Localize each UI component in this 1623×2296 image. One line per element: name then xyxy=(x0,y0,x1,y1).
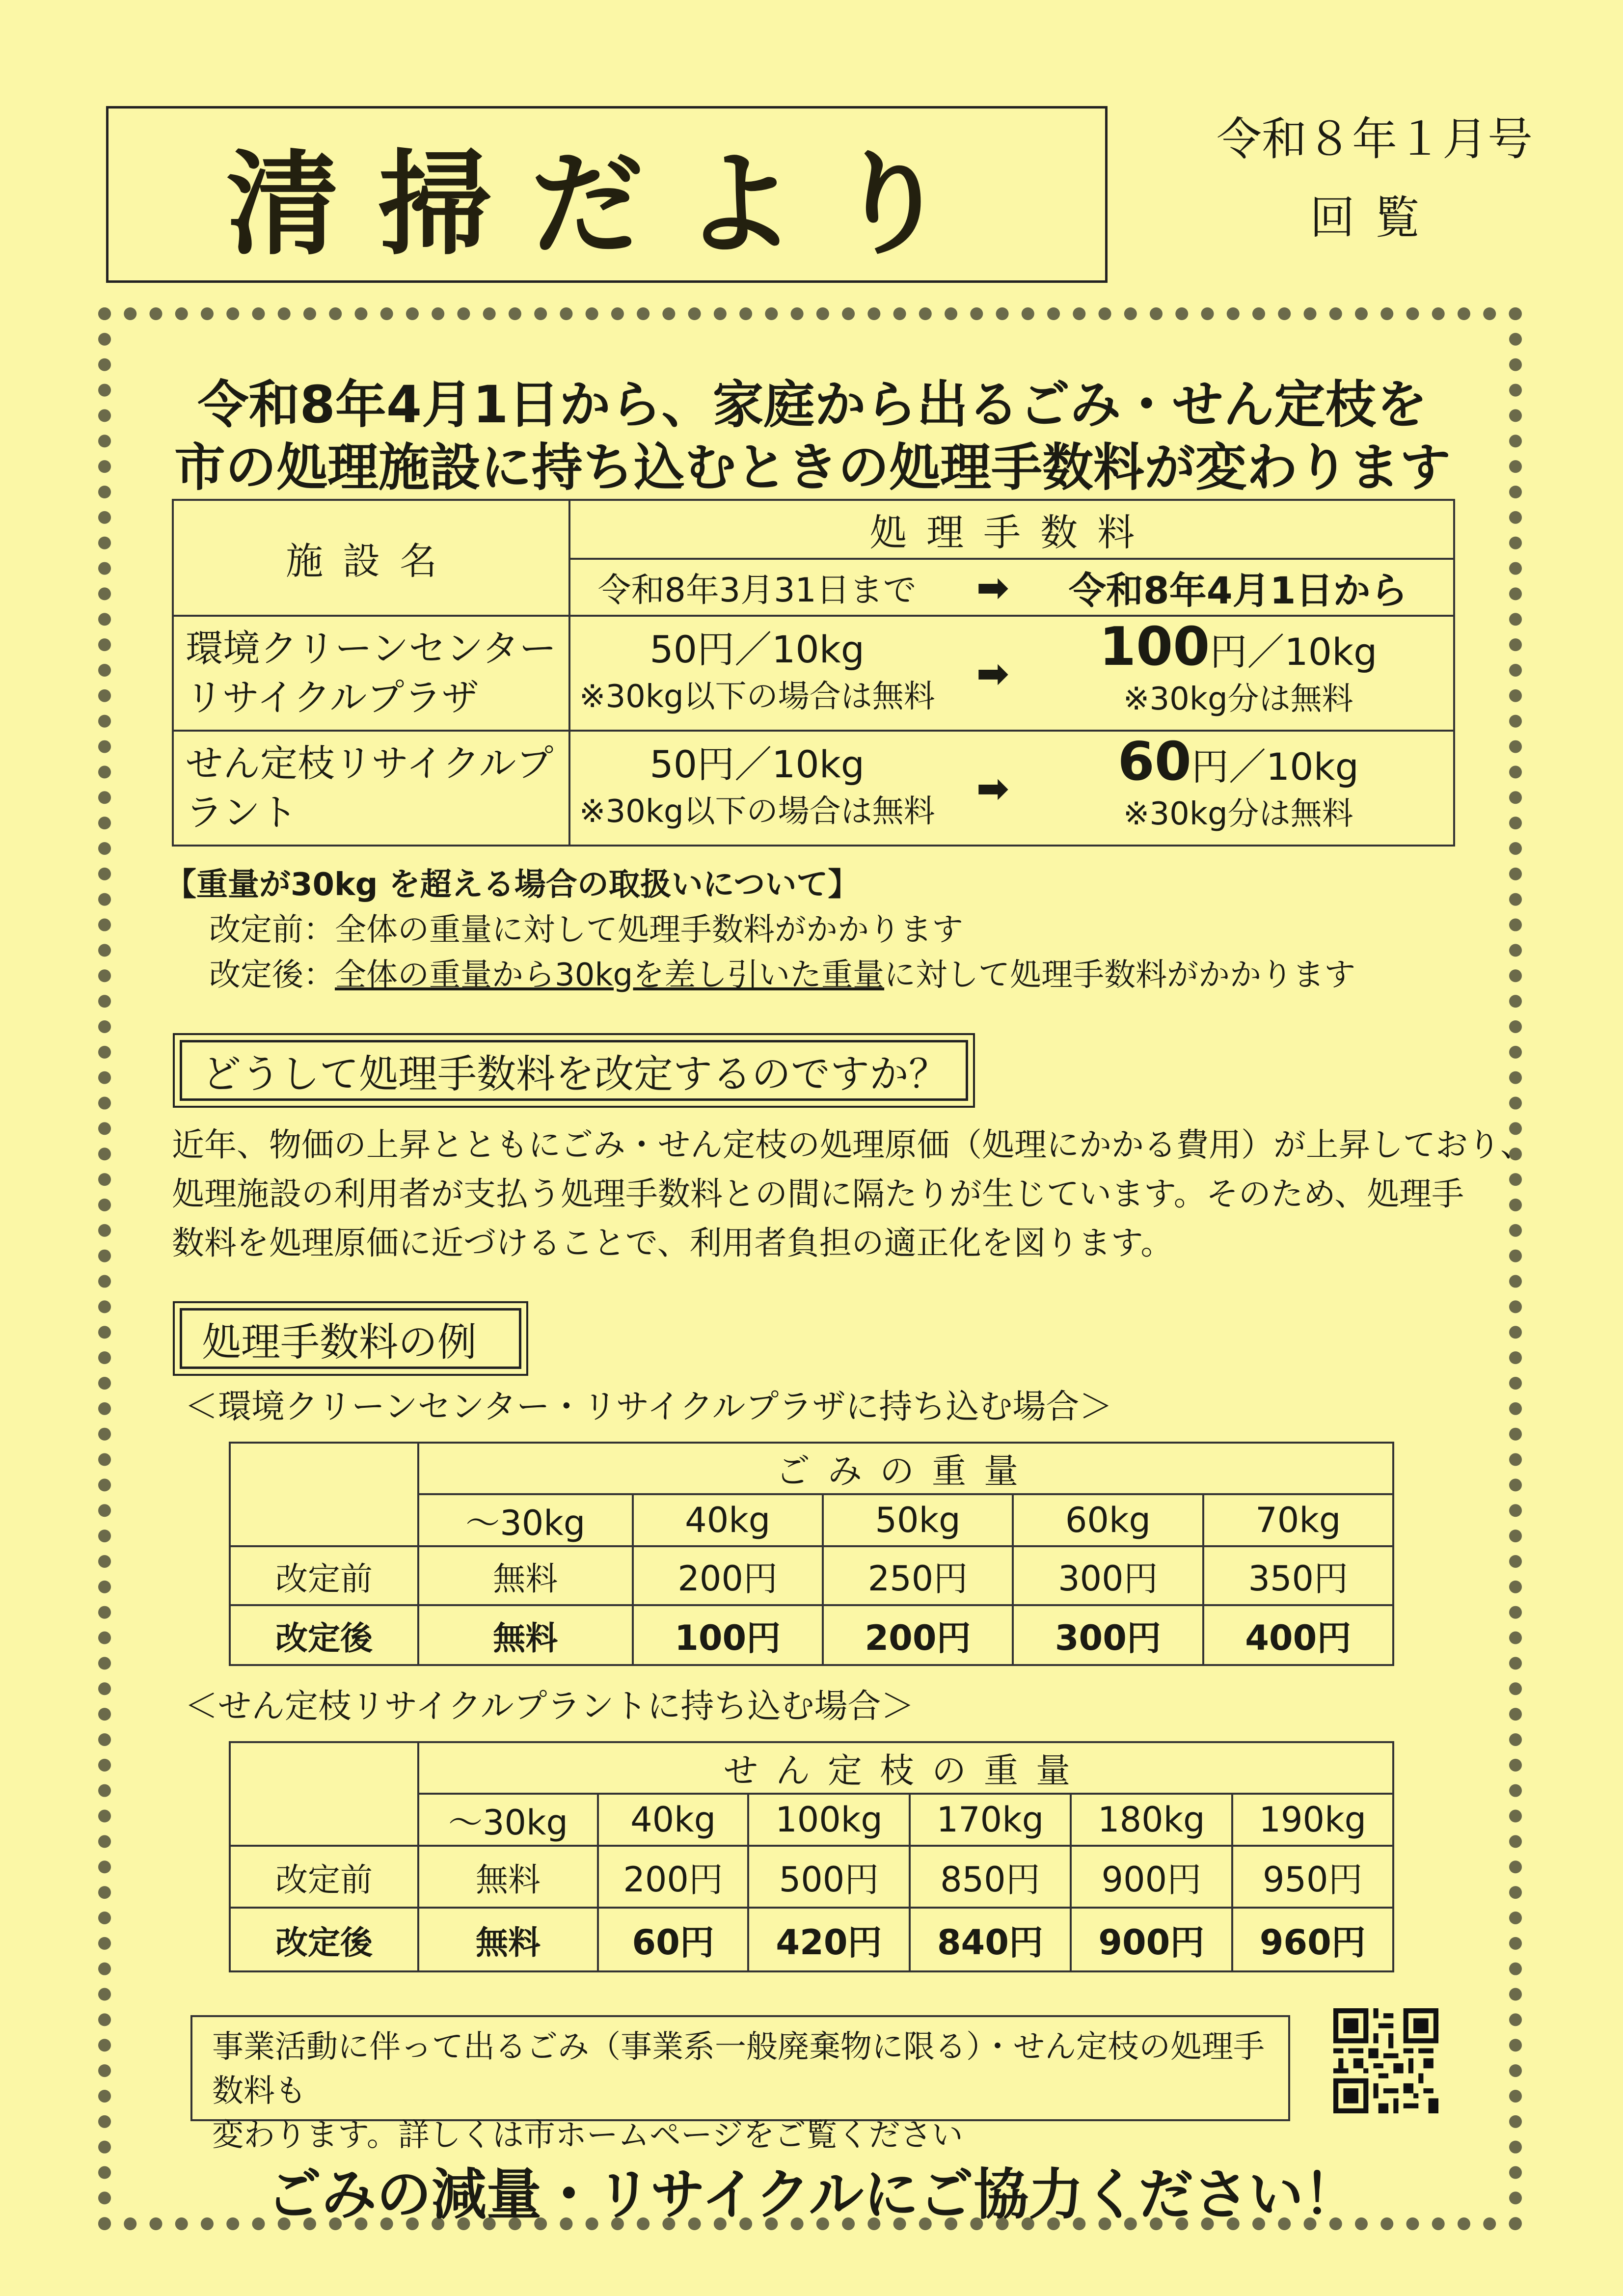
cell: 250円 xyxy=(823,1546,1013,1605)
before-fee: 50円／10kg xyxy=(649,742,865,786)
fee-row xyxy=(173,731,1454,846)
right-arrow-icon: ➡ xyxy=(976,564,1009,610)
column-header: 190kg xyxy=(1232,1794,1393,1846)
why-line2: 処理施設の利用者が支払う処理手数料との間に隔たりが生じています。そのため、処理手 xyxy=(172,1175,1464,1213)
row-label: 改定後 xyxy=(230,1908,418,1971)
table-row xyxy=(230,1908,1393,1971)
after-fee-number: 100 xyxy=(1099,616,1210,678)
group-header: ごみの重量 xyxy=(418,1443,1393,1494)
cell: 300円 xyxy=(1013,1605,1203,1665)
column-header: ～30kg xyxy=(418,1794,598,1846)
cell: 500円 xyxy=(748,1846,909,1908)
column-header: 50kg xyxy=(823,1494,1013,1546)
notice-line1: 事業活動に伴って出るごみ（事業系一般廃棄物に限る）・せん定枝の処理手数料も xyxy=(212,2029,1265,2109)
cell: 60円 xyxy=(598,1908,748,1971)
after-fee-unit: 円／10kg xyxy=(1191,745,1359,789)
cell: 無料 xyxy=(418,1546,633,1605)
fee-row xyxy=(173,616,1454,731)
issue-label: 令和８年１月号 xyxy=(1216,113,1533,165)
weight-note-after xyxy=(209,952,1355,999)
cell: 無料 xyxy=(418,1908,598,1971)
examples-section-title: 処理手数料の例 xyxy=(180,1308,521,1369)
notice-line2: 変わります。詳しくは市ホームページをご覧ください xyxy=(212,2117,963,2154)
weight-note-after-suffix: に対して処理手数料がかかります xyxy=(884,957,1356,993)
cell: 200円 xyxy=(633,1546,823,1605)
after-fee-number: 60 xyxy=(1117,731,1191,793)
cell: 840円 xyxy=(910,1908,1071,1971)
after-note: ※30kg分は無料 xyxy=(1123,796,1353,832)
cell: 300円 xyxy=(1013,1546,1203,1605)
row-label: 改定後 xyxy=(230,1605,418,1665)
facility-header: 施設名 xyxy=(173,500,569,616)
title-box xyxy=(106,106,1108,283)
table-corner xyxy=(230,1443,418,1546)
cell: 無料 xyxy=(418,1605,633,1665)
why-line3: 数料を処理原価に近づけることで、利用者負担の適正化を図ります。 xyxy=(172,1224,1173,1262)
row-label: 改定前 xyxy=(230,1546,418,1605)
fee-header: 処理手数料 xyxy=(569,500,1454,559)
headline-line1: 令和8年4月1日から、家庭から出るごみ・せん定枝を xyxy=(197,375,1428,435)
page-title: 清掃だより xyxy=(226,139,987,271)
cell: 100円 xyxy=(633,1605,823,1665)
cell: 950円 xyxy=(1232,1846,1393,1908)
cell: 無料 xyxy=(418,1846,598,1908)
before-note: ※30kg以下の場合は無料 xyxy=(579,679,935,715)
example-table-1 xyxy=(229,1442,1394,1666)
column-header: 40kg xyxy=(598,1794,748,1846)
cell: 900円 xyxy=(1071,1846,1232,1908)
after-header: 令和8年4月1日から xyxy=(1068,568,1408,612)
why-line1: 近年、物価の上昇とともにごみ・せん定枝の処理原価（処理にかかる費用）が上昇しており、 xyxy=(172,1126,1533,1164)
after-fee-unit: 円／10kg xyxy=(1210,630,1378,674)
cell: 420円 xyxy=(748,1908,909,1971)
facility-name-line1: 環境クリーンセンター xyxy=(186,627,557,670)
weight-note-after-underlined: 全体の重量から30kgを差し引いた重量 xyxy=(335,957,885,993)
cell: 350円 xyxy=(1203,1546,1393,1605)
column-header: 40kg xyxy=(633,1494,823,1546)
table-row xyxy=(230,1605,1393,1665)
cell: 400円 xyxy=(1203,1605,1393,1665)
qr-code-icon[interactable] xyxy=(1333,2008,1438,2113)
before-note: ※30kg以下の場合は無料 xyxy=(579,793,935,830)
fee-table xyxy=(172,499,1455,847)
row-label: 改定前 xyxy=(230,1846,418,1908)
cell: 900円 xyxy=(1071,1908,1232,1971)
cell: 960円 xyxy=(1232,1908,1393,1971)
weight-note-before: 改定前：全体の重量に対して処理手数料がかかります xyxy=(209,912,963,948)
cell: 200円 xyxy=(598,1846,748,1908)
period-header xyxy=(569,559,1454,616)
footer-slogan: ごみの減量・リサイクルにご協力ください！ xyxy=(266,2163,1359,2227)
circulation-label: 回覧 xyxy=(1309,191,1439,244)
column-header: ～30kg xyxy=(418,1494,633,1546)
table-row xyxy=(230,1546,1393,1605)
cell: 200円 xyxy=(823,1605,1013,1665)
column-header: 180kg xyxy=(1071,1794,1232,1846)
right-arrow-icon: ➡ xyxy=(976,650,1009,696)
before-fee: 50円／10kg xyxy=(649,628,865,671)
after-note: ※30kg分は無料 xyxy=(1123,681,1353,717)
facility-name-line2: リサイクルプラザ xyxy=(186,676,479,719)
example-table-2 xyxy=(229,1741,1394,1972)
column-header: 170kg xyxy=(910,1794,1071,1846)
weight-notes-heading: 【重量が30kg を超える場合の取扱いについて】 xyxy=(165,867,860,903)
before-header: 令和8年3月31日まで xyxy=(597,571,917,610)
cell: 850円 xyxy=(910,1846,1071,1908)
group-header: せん定枝の重量 xyxy=(418,1742,1393,1794)
facility-name-line2: ラント xyxy=(186,791,298,834)
facility-name-line1: せん定枝リサイクルプ xyxy=(186,741,554,785)
table-corner xyxy=(230,1742,418,1846)
right-arrow-icon: ➡ xyxy=(976,765,1009,811)
column-header: 100kg xyxy=(748,1794,909,1846)
table1-caption: ＜環境クリーンセンター・リサイクルプラザに持ち込む場合＞ xyxy=(185,1388,1113,1426)
notice-box xyxy=(190,2015,1290,2154)
table2-caption: ＜せん定枝リサイクルプラントに持ち込む場合＞ xyxy=(185,1687,915,1726)
column-header: 70kg xyxy=(1203,1494,1393,1546)
headline-line2: 市の処理施設に持ち込むときの処理手数料が変わります xyxy=(174,437,1451,497)
weight-note-after-prefix: 改定後： xyxy=(209,957,335,993)
column-header: 60kg xyxy=(1013,1494,1203,1546)
table-row xyxy=(230,1846,1393,1908)
why-section-title: どうして処理手数料を改定するのですか？ xyxy=(180,1040,968,1101)
